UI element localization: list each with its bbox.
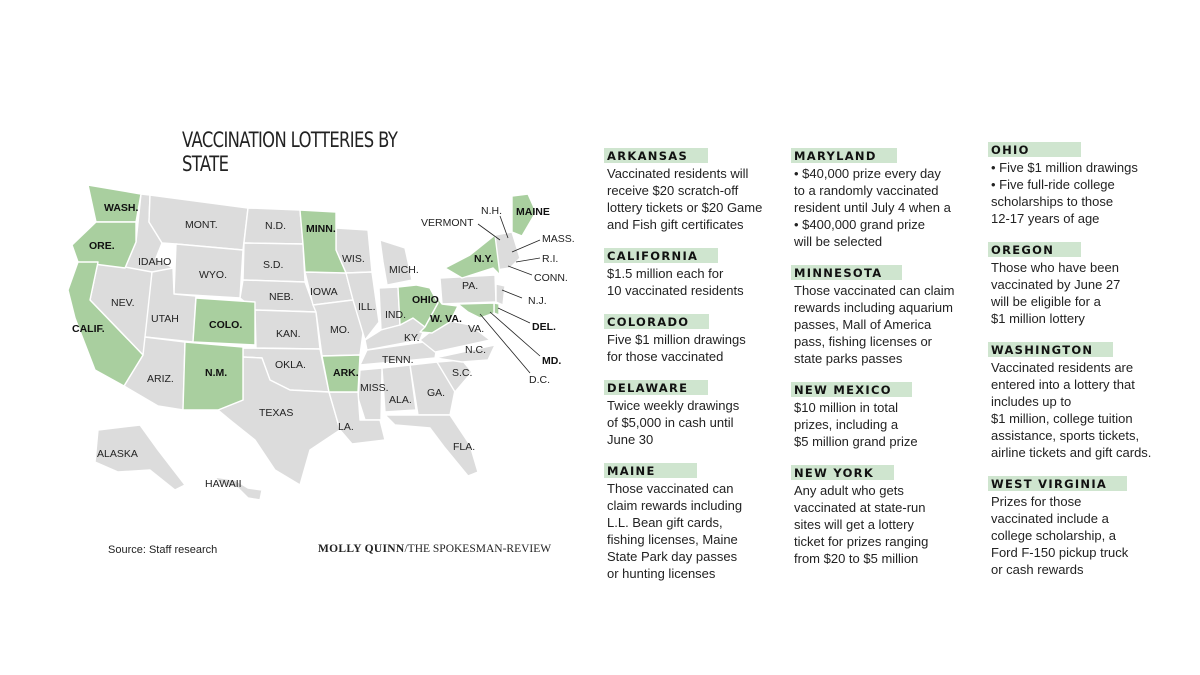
description-line: or cash rewards [991, 562, 1084, 577]
description-line: from $20 to $5 million [794, 551, 919, 566]
label-conn: CONN. [534, 272, 568, 284]
description-line: college scholarship, a [991, 528, 1117, 543]
label-tenn: TENN. [382, 354, 414, 366]
description-line: • Five $1 million drawings [991, 160, 1138, 175]
label-nj: N.J. [528, 295, 547, 307]
leader-del [498, 308, 530, 323]
description-line: Any adult who gets [794, 483, 904, 498]
credit-name: MOLLY QUINN [318, 543, 405, 555]
label-del: DEL. [532, 321, 556, 333]
description-line: • $400,000 grand prize [794, 217, 926, 232]
description-line: state parks passes [794, 351, 903, 366]
description-line: receive $20 scratch-off [607, 183, 739, 198]
label-nm: N.M. [205, 367, 228, 379]
description-line: 12-17 years of age [991, 211, 1100, 226]
description-line: scholarships to those [991, 194, 1114, 209]
label-ind: IND. [385, 309, 406, 321]
lottery-description [791, 165, 971, 250]
description-line: ticket for prizes ranging [794, 534, 929, 549]
label-alaska: ALASKA [97, 448, 138, 460]
label-kan: KAN. [276, 328, 301, 340]
label-hawaii: HAWAII [205, 478, 242, 490]
label-minn: MINN. [306, 223, 336, 235]
description-line: vaccinated at state-run [794, 500, 926, 515]
lottery-entry [791, 379, 971, 450]
description-line: Ford F-150 pickup truck [991, 545, 1129, 560]
label-ala: ALA. [389, 394, 412, 406]
label-wva: W. VA. [430, 313, 462, 325]
label-sc: S.C. [452, 367, 473, 379]
description-line: passes, Mall of America [794, 317, 932, 332]
label-ohio: OHIO [412, 294, 439, 306]
column-2 [791, 145, 971, 579]
lottery-description [988, 493, 1168, 578]
label-mass: MASS. [542, 233, 575, 245]
lottery-entry [791, 462, 971, 567]
description-line: Those vaccinated can claim [794, 283, 955, 298]
label-mich: MICH. [389, 264, 419, 276]
label-mont: MONT. [185, 219, 218, 231]
description-line: pass, fishing licenses or [794, 334, 933, 349]
description-line: Those who have been [991, 260, 1119, 275]
description-line: fishing licenses, Maine [607, 532, 738, 547]
label-ark: ARK. [333, 367, 359, 379]
description-line: State Park day passes [607, 549, 738, 564]
lottery-entry [604, 245, 784, 299]
label-ariz: ARIZ. [147, 373, 174, 385]
label-md: MD. [542, 355, 562, 367]
description-line: Prizes for those [991, 494, 1082, 509]
state-name-header: MINNESOTA [791, 265, 902, 280]
description-line: will be selected [794, 234, 883, 249]
label-ore: ORE. [89, 240, 115, 252]
label-nc: N.C. [465, 344, 486, 356]
description-line: to a randomly vaccinated [794, 183, 939, 198]
label-ga: GA. [427, 387, 446, 399]
label-wis: WIS. [342, 253, 365, 265]
description-line: $1 million lottery [991, 311, 1085, 326]
lottery-description [988, 259, 1168, 327]
lottery-entry [791, 262, 971, 367]
leader-conn [508, 266, 532, 275]
label-miss: MISS. [360, 382, 389, 394]
credit-org: /THE SPOKESMAN-REVIEW [404, 543, 552, 555]
label-colo: COLO. [209, 319, 243, 331]
label-ky: KY. [404, 332, 420, 344]
description-line: and Fish gift certificates [607, 217, 744, 232]
description-line: will be eligible for a [991, 294, 1101, 309]
state-name-header: ARKANSAS [604, 148, 708, 163]
state-michigan [380, 240, 412, 285]
lottery-entry [988, 473, 1168, 578]
description-line: for those vaccinated [607, 349, 724, 364]
lottery-entry [988, 239, 1168, 327]
description-line: prizes, including a [794, 417, 899, 432]
state-name-header: CALIFORNIA [604, 248, 718, 263]
lottery-description [791, 282, 971, 367]
lottery-entry [604, 145, 784, 233]
description-line: $5 million grand prize [794, 434, 918, 449]
label-dc: D.C. [529, 374, 550, 386]
description-line: L.L. Bean gift cards, [607, 515, 723, 530]
description-line: vaccinated include a [991, 511, 1109, 526]
lottery-description [988, 359, 1168, 461]
credit-line [318, 543, 551, 555]
description-line: Five $1 million drawings [607, 332, 746, 347]
page-title: VACCINATION LOTTERIES BY STATE [182, 128, 398, 176]
label-fla: FLA. [453, 441, 476, 453]
label-utah: UTAH [151, 313, 179, 325]
description-line: $10 million in total [794, 400, 899, 415]
us-map [60, 180, 620, 550]
description-line: Vaccinated residents are [991, 360, 1134, 375]
label-neb: NEB. [269, 291, 294, 303]
label-ill: ILL. [358, 301, 376, 313]
description-line: claim rewards including [607, 498, 743, 513]
state-name-header: NEW MEXICO [791, 382, 912, 397]
source-note: Source: Staff research [108, 544, 218, 556]
state-name-header: WEST VIRGINIA [988, 476, 1127, 491]
description-line: includes up to [991, 394, 1072, 409]
description-line: $1.5 million each for [607, 266, 724, 281]
description-line: $1 million, college tuition [991, 411, 1133, 426]
lottery-entry [791, 145, 971, 250]
lottery-description [988, 159, 1168, 227]
leader-dc [480, 314, 530, 373]
leader-md [490, 312, 540, 356]
state-name-header: MAINE [604, 463, 697, 478]
state-name-header: DELAWARE [604, 380, 708, 395]
description-line: • Five full-ride college [991, 177, 1115, 192]
label-sd: S.D. [263, 259, 284, 271]
state-name-header: OHIO [988, 142, 1081, 157]
column-3 [988, 139, 1168, 590]
state-name-header: MARYLAND [791, 148, 897, 163]
label-idaho: IDAHO [138, 256, 172, 268]
lottery-description [604, 165, 784, 233]
description-line: resident until July 4 when a [794, 200, 951, 215]
description-line: Twice weekly drawings [607, 398, 740, 413]
state-new-jersey [496, 284, 505, 305]
lottery-description [604, 331, 784, 365]
label-wash: WASH. [104, 202, 139, 214]
label-mo: MO. [330, 324, 350, 336]
leader-vermont [478, 224, 500, 240]
label-okla: OKLA. [275, 359, 306, 371]
description-line: June 30 [607, 432, 654, 447]
description-line: • $40,000 prize every day [794, 166, 941, 181]
description-line: vaccinated by June 27 [991, 277, 1121, 292]
description-line: sites will get a lottery [794, 517, 914, 532]
label-la: LA. [338, 421, 354, 433]
state-name-header: COLORADO [604, 314, 709, 329]
label-texas: TEXAS [259, 407, 294, 419]
state-maryland [458, 303, 494, 318]
label-wyo: WYO. [199, 269, 227, 281]
description-line: assistance, sports tickets, [991, 428, 1140, 443]
label-calif: CALIF. [72, 323, 105, 335]
lottery-description [791, 482, 971, 567]
label-maine: MAINE [516, 206, 550, 218]
state-delaware [494, 303, 499, 315]
lottery-description [604, 480, 784, 582]
lottery-description [604, 265, 784, 299]
description-line: entered into a lottery that [991, 377, 1135, 392]
state-name-header: OREGON [988, 242, 1081, 257]
state-name-header: NEW YORK [791, 465, 894, 480]
state-name-header: WASHINGTON [988, 342, 1113, 357]
column-1 [604, 145, 784, 594]
description-line: rewards including aquarium [794, 300, 953, 315]
lottery-entry [604, 311, 784, 365]
label-iowa: IOWA [310, 286, 338, 298]
description-line: or hunting licenses [607, 566, 716, 581]
description-line: of $5,000 in cash until [607, 415, 734, 430]
label-nd: N.D. [265, 220, 286, 232]
leader-nj [502, 290, 522, 298]
label-nh: N.H. [481, 205, 502, 217]
description-line: lottery tickets or $20 Game [607, 200, 763, 215]
state-mississippi [358, 368, 382, 420]
lottery-description [604, 397, 784, 448]
description-line: Those vaccinated can [607, 481, 734, 496]
lottery-entry [988, 139, 1168, 227]
description-line: Vaccinated residents will [607, 166, 749, 181]
description-line: airline tickets and gift cards. [991, 445, 1152, 460]
label-nev: NEV. [111, 297, 135, 309]
label-ri: R.I. [542, 253, 559, 265]
description-line: 10 vaccinated residents [607, 283, 744, 298]
lottery-entry [604, 377, 784, 448]
label-pa: PA. [462, 280, 479, 292]
lottery-entry [988, 339, 1168, 461]
label-va: VA. [468, 323, 485, 335]
label-vermont: VERMONT [421, 217, 474, 229]
lottery-entry [604, 460, 784, 582]
label-ny: N.Y. [474, 253, 494, 265]
lottery-description [791, 399, 971, 450]
